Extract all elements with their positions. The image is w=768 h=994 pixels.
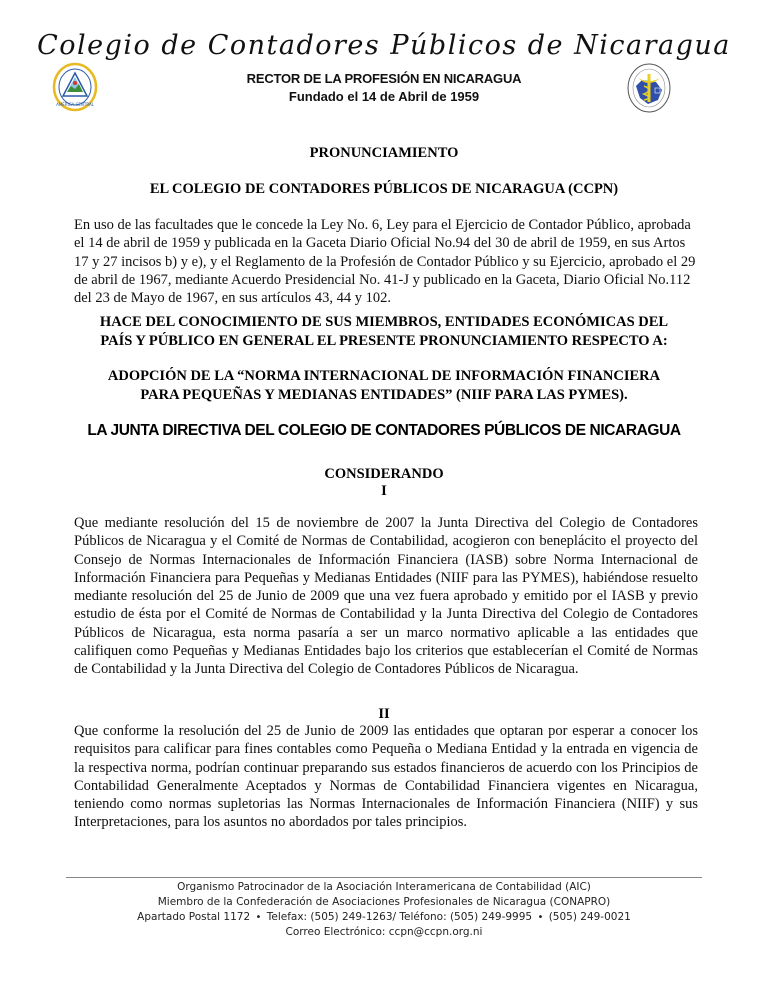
subject-heading [40, 367, 728, 404]
footer-line-aic: Organismo Patrocinador de la Asociación Interamericana de Contabilidad (AIC) [177, 881, 591, 893]
notice-heading-line-2: PAÍS Y PÚBLICO EN GENERAL EL PRESENTE PRONUNCIAMIENTO RESPECTO A: [100, 332, 668, 349]
republica-de-nicaragua-seal-icon [52, 62, 98, 112]
footer-postal: Apartado Postal 1172 [137, 911, 251, 923]
section-paragraph-2: Que conforme la resolución del 25 de Junio de 2009 las entidades que optaran por esperar a conocer los requisitos para calificar para fines contables como Pequeña o Mediana Entidad y la entrada en vigencia de la respectiva norma, podrían continuar preparando sus estados financieros de acuerdo con los Principios de Contabilidad Generalmente Aceptados y Normas de Contabilidad Financiera vigentes en Nicaragua, teniendo como normas supletorias las Normas Internacionales de Información Financiera (NIIF) y sus Interpretaciones, para los asuntos no abordados por tales principios. [74, 723, 698, 831]
notice-heading-line-1: HACE DEL CONOCIMIENTO DE SUS MIEMBROS, ENTIDADES ECONÓMICAS DEL [99, 314, 669, 330]
footer-line-conapro: Miembro de la Confederación de Asociaciones Profesionales de Nicaragua (CONAPRO) [157, 896, 611, 908]
footer-contact-line [0, 910, 768, 925]
bullet-separator-icon: • [537, 912, 544, 923]
header-subtitle: RECTOR DE LA PROFESIÓN EN NICARAGUA [246, 71, 522, 86]
footer-phone: (505) 249-0021 [548, 911, 631, 923]
subject-heading-line-1: ADOPCIÓN DE LA “NORMA INTERNACIONAL DE INFORMACIÓN FINANCIERA [107, 368, 661, 384]
subject-heading-line-2: PARA PEQUEÑAS Y MEDIANAS ENTIDADES” (NIIF PARA LAS PYMES). [140, 386, 628, 403]
svg-text:AMÉRICA CENTRAL: AMÉRICA CENTRAL [56, 102, 94, 107]
footer-email[interactable]: Correo Electrónico: ccpn@ccpn.org.ni [285, 926, 483, 938]
footer-divider [66, 877, 702, 878]
bullet-separator-icon: • [255, 912, 262, 923]
section-numeral-2: II [378, 706, 390, 722]
issuer-heading: EL COLEGIO DE CONTADORES PÚBLICOS DE NICARAGUA (CCPN) [149, 181, 619, 197]
notice-heading [40, 313, 728, 350]
page-footer [0, 880, 768, 940]
section-numeral-1: I [381, 483, 387, 499]
board-heading: LA JUNTA DIRECTIVA DEL COLEGIO DE CONTADORES PÚBLICOS DE NICARAGUA [87, 422, 681, 439]
organization-title: Colegio de Contadores Públicos de Nicaragua [37, 30, 731, 61]
section-paragraph-1: Que mediante resolución del 15 de noviembre de 2007 la Junta Directiva del Colegio de Contadores Públicos de Nicaragua y el Comité de Normas de Contabilidad, acogieron con beneplácito el proyecto del Consejo de Normas Internacionales de Información Financiera (IASB) sobre Norma Internacional de Información Financiera para Pequeñas y Medianas Entidades (NIIF para las PYMES), habiéndose resuelto mediante resolución del 25 de Junio de 2009 que una vez fuera aprobado y emitido por el IASB y previo estudio de ésta por el Comité de Normas de Contabilidad y la Junta Directiva del Colegio de Contadores Públicos de Nicaragua, esta norma pasaría a ser un marco normativo aplicable a las entidades que califiquen como Pequeñas y Medianas Entidades bajo los criterios que establecerían el Comité de Normas de Contabilidad y la Junta Directiva del Colegio de Contadores Públicos de Nicaragua. [74, 515, 698, 678]
founded-date: Fundado el 14 de Abril de 1959 [288, 89, 480, 104]
document-title: PRONUNCIAMIENTO [309, 145, 459, 161]
intro-paragraph: En uso de las facultades que le concede la Ley No. 6, Ley para el Ejercicio de Contador Público, aprobada el 14 de abril de 1959 y publicada en la Gaceta Diario Oficial No.94 del 30 de abril de 1959, en sus Artos 17 y 27 incisos b) y e), y el Reglamento de la Profesión de Contador Público y su Ejercicio, aprobado el 29 de abril de 1967, mediante Acuerdo Presidencial No. 41-J y publicado en la Gaceta, Diario Oficial No.112 del 23 de Mayo de 1967, en sus artículos 43, 44 y 102. [74, 217, 696, 307]
considerando-heading: CONSIDERANDO [324, 466, 444, 482]
colegio-de-contadores-publicos-seal-icon [626, 62, 672, 114]
footer-telefax: Telefax: (505) 249-1263/ Teléfono: (505) 249-9995 [266, 911, 533, 923]
